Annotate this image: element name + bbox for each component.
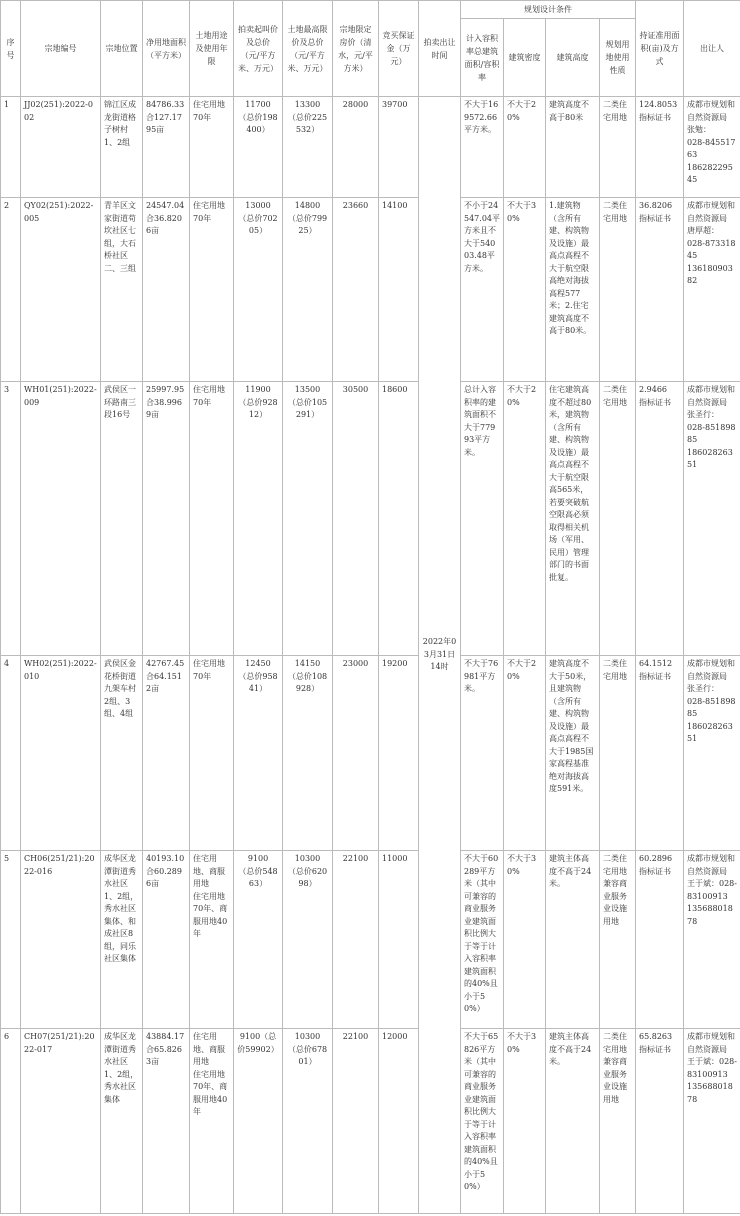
cell-net-area: 40193.10 合60.2896亩 (143, 851, 190, 1029)
cell-far: 总计入容积率的建筑面积不大于77993平方米。 (461, 382, 504, 656)
cell-house-limit: 23660 (333, 198, 379, 382)
cell-land-use: 二类住宅用地兼容商业服务业设施用地 (600, 851, 636, 1029)
cell-use-years: 住宅用地、商服用地 住宅用地70年、商服用地40年 (190, 851, 234, 1029)
cell-start-price: 9100（总价59902） (234, 1029, 283, 1214)
cell-use-years: 住宅用地 70年 (190, 198, 234, 382)
cell-grantor: 成都市规划和自然资源局 张勉： 028-84551763 18628229545 (684, 97, 740, 198)
cell-house-limit: 22100 (333, 851, 379, 1029)
cell-max-price: 13300 （总价225532） (283, 97, 333, 198)
cell-land-use: 二类住宅用地 (600, 656, 636, 851)
cell-house-limit: 22100 (333, 1029, 379, 1214)
header-far: 计入容积率总建筑面积/容积率 (461, 19, 504, 97)
cell-location: 武侯区一环路南三段16号 (101, 382, 143, 656)
cell-density: 不大于30% (504, 1029, 546, 1214)
cell-seq: 4 (1, 656, 21, 851)
table-row (1, 656, 740, 851)
header-planning-group: 规划设计条件 (461, 1, 636, 19)
cell-cert: 64.1512 指标证书 (636, 656, 684, 851)
cell-house-limit: 28000 (333, 97, 379, 198)
cell-land-use: 二类住宅用地 (600, 97, 636, 198)
cell-house-limit: 30500 (333, 382, 379, 656)
table-row (1, 1029, 740, 1214)
cell-use-years: 住宅用地 70年 (190, 97, 234, 198)
cell-grantor: 成都市规划和自然资源局 王于斌：028-83100913 13568801878 (684, 851, 740, 1029)
cell-code: QY02(251):2022-005 (21, 198, 101, 382)
cell-code: JJ02(251):2022-002 (21, 97, 101, 198)
cell-house-limit: 23000 (333, 656, 379, 851)
cell-seq: 5 (1, 851, 21, 1029)
cell-land-use: 二类住宅用地兼容商业服务业设施用地 (600, 1029, 636, 1214)
cell-density: 不大于20% (504, 656, 546, 851)
cell-far: 不大于76981平方米。 (461, 656, 504, 851)
header-location: 宗地位置 (101, 1, 143, 97)
table-row (1, 97, 740, 198)
cell-max-price: 10300 （总价62098） (283, 851, 333, 1029)
cell-grantor: 成都市规划和自然资源局 唐厚超： 028-87331845 13618090382 (684, 198, 740, 382)
cell-grantor: 成都市规划和自然资源局 王于斌：028-83100913 13568801878 (684, 1029, 740, 1214)
cell-seq: 1 (1, 97, 21, 198)
cell-grantor: 成都市规划和自然资源局 张圣行： 028-85189885 18602826351 (684, 656, 740, 851)
cell-deposit: 39700 (379, 97, 419, 198)
header-use-years: 土地用途及使用年限 (190, 1, 234, 97)
header-density: 建筑密度 (504, 19, 546, 97)
cell-net-area: 84786.33 合127.1795亩 (143, 97, 190, 198)
cell-seq: 6 (1, 1029, 21, 1214)
cell-code: CH07(251/21):2022-017 (21, 1029, 101, 1214)
cell-deposit: 11000 (379, 851, 419, 1029)
header-land-use: 规划用地使用性质 (600, 19, 636, 97)
table-row (1, 851, 740, 1029)
cell-auction-time: 2022年03月31日14时 (419, 97, 461, 1214)
cell-cert: 36.8206 指标证书 (636, 198, 684, 382)
header-house-limit: 宗地限定房价（清水，元/平方米） (333, 1, 379, 97)
cell-use-years: 住宅用地 70年 (190, 656, 234, 851)
cell-location: 青羊区文家街道苟坎社区七组，大石桥社区二、三组 (101, 198, 143, 382)
header-net-area: 净用地面积（平方米） (143, 1, 190, 97)
header-auction-time: 拍卖出让时间 (419, 1, 461, 97)
cell-location: 锦江区成龙街道格子树村1、2组 (101, 97, 143, 198)
table-row (1, 198, 740, 382)
cell-density: 不大于30% (504, 198, 546, 382)
cell-density: 不大于20% (504, 382, 546, 656)
cell-max-price: 10300 （总价67801） (283, 1029, 333, 1214)
cell-deposit: 14100 (379, 198, 419, 382)
header-height: 建筑高度 (546, 19, 600, 97)
cell-far: 不小于24547.04平方米且不大于54003.48平方米。 (461, 198, 504, 382)
cell-height: 建筑主体高度不高于24米。 (546, 1029, 600, 1214)
header-cert: 持证准用面积(亩)及方式 (636, 1, 684, 97)
cell-cert: 60.2896 指标证书 (636, 851, 684, 1029)
cell-cert: 2.9466 指标证书 (636, 382, 684, 656)
header-max-price: 土地最高限价及总价（元/平方米、万元） (283, 1, 333, 97)
cell-grantor: 成都市规划和自然资源局 张圣行： 028-85189885 18602826351 (684, 382, 740, 656)
cell-net-area: 42767.45 合64.1512亩 (143, 656, 190, 851)
cell-location: 武侯区金花桥街道九架车村2组、3组、4组 (101, 656, 143, 851)
cell-deposit: 12000 (379, 1029, 419, 1214)
cell-location: 成华区龙潭街道秀水社区1、2组，秀水社区集体 (101, 1029, 143, 1214)
table-row (1, 382, 740, 656)
cell-height: 建筑高度不大于50米，且建筑物（含所有建、构筑物及设施）最高点高程不大于1985国家高程基准绝对海拔高度591米。 (546, 656, 600, 851)
cell-max-price: 14150 （总价108928） (283, 656, 333, 851)
cell-cert: 124.8053 指标证书 (636, 97, 684, 198)
cell-height: 建筑主体高度不高于24米。 (546, 851, 600, 1029)
header-seq: 序号 (1, 1, 21, 97)
cell-code: CH06(251/21):2022-016 (21, 851, 101, 1029)
cell-use-years: 住宅用地 70年 (190, 382, 234, 656)
cell-start-price: 11700 （总价198400） (234, 97, 283, 198)
cell-land-use: 二类住宅用地 (600, 382, 636, 656)
header-deposit: 竞买保证金（万元） (379, 1, 419, 97)
header-grantor: 出让人 (684, 1, 740, 97)
cell-far: 不大于65826平方米（其中可兼容的商业服务业建筑面积比例大于等于计入容积率建筑面积的40%且小于50%） (461, 1029, 504, 1214)
cell-code: WH02(251):2022-010 (21, 656, 101, 851)
cell-density: 不大于30% (504, 851, 546, 1029)
cell-max-price: 13500 （总价105291） (283, 382, 333, 656)
cell-net-area: 24547.04 合36.8206亩 (143, 198, 190, 382)
cell-deposit: 18600 (379, 382, 419, 656)
cell-net-area: 43884.17 合65.8263亩 (143, 1029, 190, 1214)
header-start-price: 拍卖起叫价及总价（元/平方米、万元） (234, 1, 283, 97)
cell-seq: 3 (1, 382, 21, 656)
cell-code: WH01(251):2022-009 (21, 382, 101, 656)
cell-start-price: 13000 （总价70205） (234, 198, 283, 382)
cell-start-price: 9100 （总价54863） (234, 851, 283, 1029)
cell-max-price: 14800 （总价79925） (283, 198, 333, 382)
cell-deposit: 19200 (379, 656, 419, 851)
cell-seq: 2 (1, 198, 21, 382)
cell-density: 不大于20% (504, 97, 546, 198)
cell-land-use: 二类住宅用地 (600, 198, 636, 382)
header-code: 宗地编号 (21, 1, 101, 97)
cell-far: 不大于60289平方米（其中可兼容的商业服务业建筑面积比例大于等于计入容积率建筑面积的40%且小于50%） (461, 851, 504, 1029)
cell-use-years: 住宅用地、商服用地 住宅用地70年、商服用地40年 (190, 1029, 234, 1214)
cell-cert: 65.8263 指标证书 (636, 1029, 684, 1214)
cell-height: 住宅建筑高度不超过80米，建筑物（含所有建、构筑物及设施）最高点高程不大于航空限高565米，若要突破航空限高必须取得相关机场（军用、民用）管理部门的书面批复。 (546, 382, 600, 656)
cell-net-area: 25997.95 合38.9969亩 (143, 382, 190, 656)
cell-start-price: 11900 （总价92812） (234, 382, 283, 656)
cell-height: 1.建筑物（含所有建、构筑物及设施）最高点高程不大于航空限高绝对海拔高程577米；2.住宅建筑高度不高于80米。 (546, 198, 600, 382)
cell-start-price: 12450 （总价95841） (234, 656, 283, 851)
cell-far: 不大于169572.66平方米。 (461, 97, 504, 198)
cell-height: 建筑高度不高于80米 (546, 97, 600, 198)
cell-location: 成华区龙潭街道秀水社区1、2组，秀水社区集体、和成社区8组，同乐社区集体 (101, 851, 143, 1029)
